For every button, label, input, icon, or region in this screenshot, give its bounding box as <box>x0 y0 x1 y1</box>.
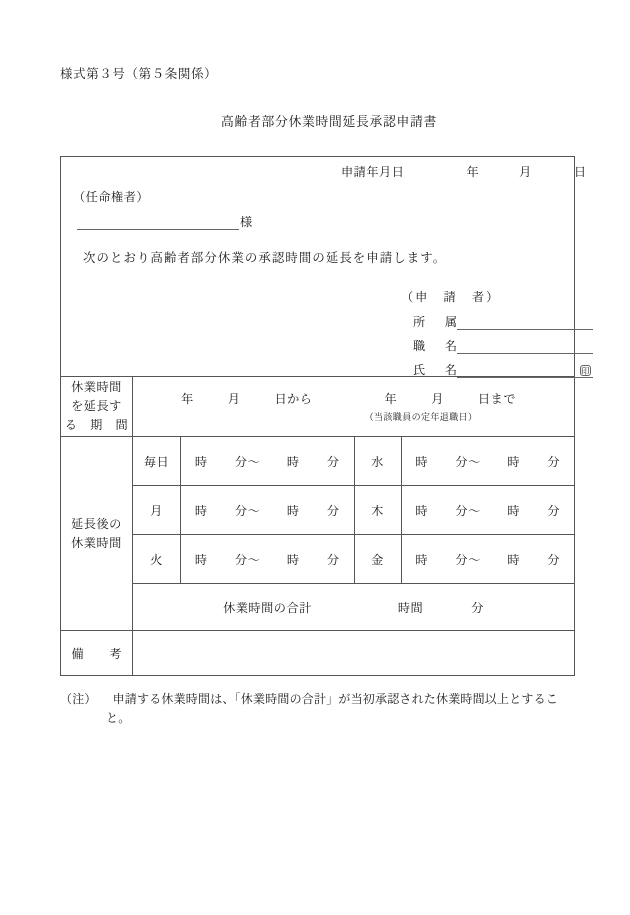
time-input-thursday[interactable]: 時 分～ 時 分 <box>401 486 575 534</box>
application-date-line <box>341 163 587 180</box>
document-title: 高齢者部分休業時間延長承認申請書 <box>221 115 437 129</box>
addressee-field[interactable] <box>77 213 252 230</box>
application-date-month-unit: 月 <box>519 165 532 179</box>
schedule-row-tuesday <box>133 534 574 583</box>
applicant-name-label: 氏 名 <box>413 363 457 377</box>
time-input-friday[interactable]: 時 分～ 時 分 <box>401 535 575 583</box>
time-input-everyday[interactable]: 時 分～ 時 分 <box>180 437 354 485</box>
extended-hours-grid <box>132 437 574 630</box>
form-number: 様式第３号（第５条関係） <box>60 67 218 81</box>
day-label-everyday: 毎日 <box>143 454 170 469</box>
total-hours-content[interactable] <box>133 584 574 630</box>
schedule-row-everyday <box>133 437 574 485</box>
period-to-year-unit: 年 <box>384 392 398 406</box>
lead-statement: 次のとおり高齢者部分休業の承認時間の延長を申請します。 <box>83 251 447 265</box>
extension-period-note: （当該職員の定年退職日） <box>364 412 478 422</box>
day-label-friday: 金 <box>354 535 401 583</box>
extension-period-value[interactable] <box>132 377 574 436</box>
day-label-tuesday: 火 <box>150 552 163 567</box>
period-from-month-unit: 月 <box>227 392 241 406</box>
day-label-monday: 月 <box>150 503 163 518</box>
remarks-input[interactable] <box>132 631 574 675</box>
period-from-year-unit: 年 <box>181 392 194 406</box>
applicant-position-input[interactable] <box>457 339 593 354</box>
applicant-block <box>345 288 593 385</box>
total-hours-row <box>133 583 574 630</box>
extended-hours-label: 延長後の 休業時間 <box>71 516 122 550</box>
total-hours-label: 休業時間の合計 <box>223 600 312 615</box>
footnote-line-1: 申請する休業時間は、「休業時間の合計」が当初承認された休業時間以上とするこ <box>112 692 559 706</box>
applicant-affiliation-input[interactable] <box>457 315 593 330</box>
addressee-input-rule[interactable] <box>77 215 239 230</box>
day-label-thursday: 木 <box>354 486 401 534</box>
footnote-mark: （注） <box>60 692 97 706</box>
seal-icon: 印 <box>581 366 590 376</box>
total-hours-minute-unit: 分 <box>471 600 484 615</box>
remarks-row <box>61 630 574 675</box>
extended-hours-section <box>61 436 574 630</box>
applicant-position-label: 職 名 <box>413 339 457 353</box>
addressee-honorific: 様 <box>240 215 253 229</box>
application-form-box <box>60 156 590 676</box>
appointer-label: （任命権者） <box>73 190 150 204</box>
footnote <box>60 690 580 728</box>
remarks-label: 備 考 <box>71 646 122 661</box>
applicant-affiliation-row <box>345 313 593 330</box>
applicant-name-input[interactable] <box>457 363 593 378</box>
applicant-heading: （申 請 者） <box>401 290 501 304</box>
time-input-tuesday[interactable]: 時 分～ 時 分 <box>180 535 354 583</box>
application-date-day-unit: 日 <box>573 165 587 179</box>
period-from-day-unit: 日から <box>274 392 313 406</box>
day-label-wednesday: 水 <box>354 437 401 485</box>
period-to-day-unit: 日まで <box>477 392 516 406</box>
period-to-month-unit: 月 <box>431 392 444 406</box>
time-input-monday[interactable]: 時 分～ 時 分 <box>180 486 354 534</box>
applicant-affiliation-label: 所 属 <box>413 315 457 329</box>
application-date-label: 申請年月日 <box>341 165 405 179</box>
total-hours-hour-unit: 時間 <box>397 600 424 615</box>
schedule-row-monday <box>133 485 574 534</box>
extension-period-label: 休業時間 を延長す る 期 間 <box>64 380 129 432</box>
applicant-name-row <box>345 361 593 378</box>
applicant-position-row <box>345 337 593 354</box>
extension-period-row <box>61 376 574 436</box>
time-input-wednesday[interactable]: 時 分～ 時 分 <box>401 437 575 485</box>
footnote-line-2: と。 <box>106 711 131 725</box>
application-date-year-unit: 年 <box>466 165 480 179</box>
extension-period-line <box>181 390 526 407</box>
applicant-section <box>61 157 590 377</box>
